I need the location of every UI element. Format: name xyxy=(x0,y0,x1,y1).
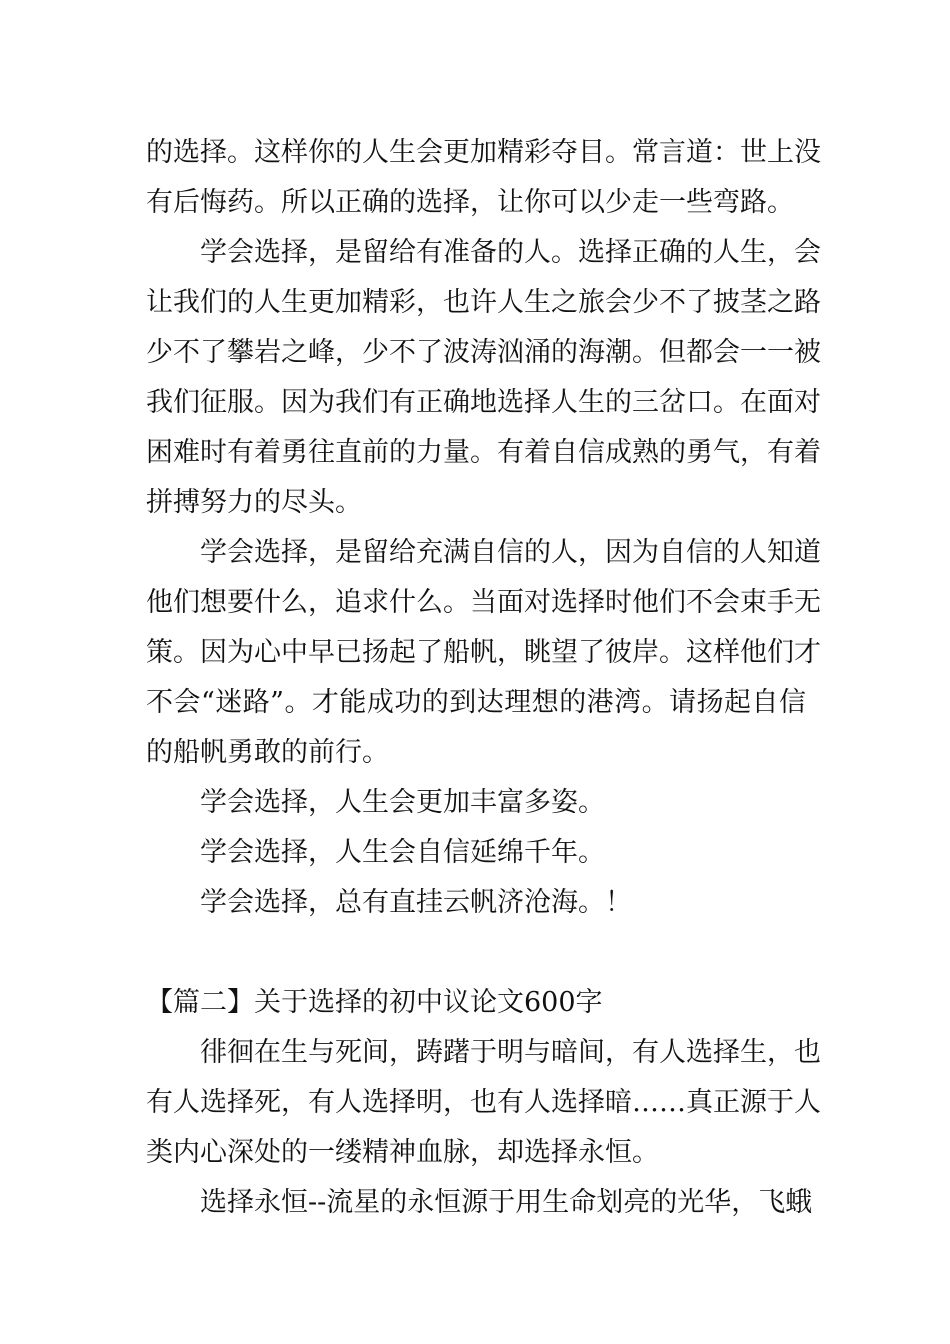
text-line: 学会选择，人生会更加丰富多姿。 xyxy=(200,787,605,818)
paragraph-3 xyxy=(146,528,821,778)
paragraph-2 xyxy=(146,228,821,528)
text-line: 选择永恒--流星的永恒源于用生命划亮的光华，飞蛾 xyxy=(200,1187,813,1218)
text-line: 学会选择，是留给充满自信的人，因为自信的人知道 xyxy=(200,537,821,568)
text-line: 不会“迷路”。才能成功的到达理想的港湾。请扬起自信 xyxy=(146,687,806,718)
document-page xyxy=(146,128,821,1228)
paragraph-1 xyxy=(146,128,821,228)
text-line: 策。因为心中早已扬起了船帆，眺望了彼岸。这样他们才 xyxy=(146,637,821,668)
paragraph-6 xyxy=(146,878,806,928)
paragraph-4 xyxy=(146,778,806,828)
text-line: 学会选择，人生会自信延绵千年。 xyxy=(200,837,605,868)
text-line: 的船帆勇敢的前行。 xyxy=(146,737,389,768)
text-line: 困难时有着勇往直前的力量。有着自信成熟的勇气，有着 xyxy=(146,437,821,468)
section-spacer xyxy=(146,928,806,978)
text-line: 的选择。这样你的人生会更加精彩夺目。常言道：世上没 xyxy=(146,137,821,168)
section-heading: 【篇二】关于选择的初中议论文600字 xyxy=(146,987,603,1018)
paragraph-5 xyxy=(146,828,806,878)
text-line: 徘徊在生与死间，踌躇于明与暗间，有人选择生，也 xyxy=(200,1037,821,1068)
section-two-paragraph-1 xyxy=(146,1028,821,1178)
text-line: 他们想要什么，追求什么。当面对选择时他们不会束手无 xyxy=(146,587,821,618)
text-line: 有人选择死，有人选择明，也有人选择暗……真正源于人 xyxy=(146,1087,821,1118)
text-line: 学会选择，是留给有准备的人。选择正确的人生，会 xyxy=(200,237,821,268)
text-line: 我们征服。因为我们有正确地选择人生的三岔口。在面对 xyxy=(146,387,821,418)
text-line: 让我们的人生更加精彩，也许人生之旅会少不了披茎之路 xyxy=(146,287,821,318)
text-line: 学会选择，总有直挂云帆济沧海。！ xyxy=(200,887,632,918)
section-two-paragraph-2 xyxy=(146,1178,813,1228)
text-line: 少不了攀岩之峰，少不了波涛汹涌的海潮。但都会一一被 xyxy=(146,337,821,368)
text-line: 有后悔药。所以正确的选择，让你可以少走一些弯路。 xyxy=(146,187,794,218)
text-line: 类内心深处的一缕精神血脉，却选择永恒。 xyxy=(146,1137,659,1168)
text-line: 拼搏努力的尽头。 xyxy=(146,487,362,518)
